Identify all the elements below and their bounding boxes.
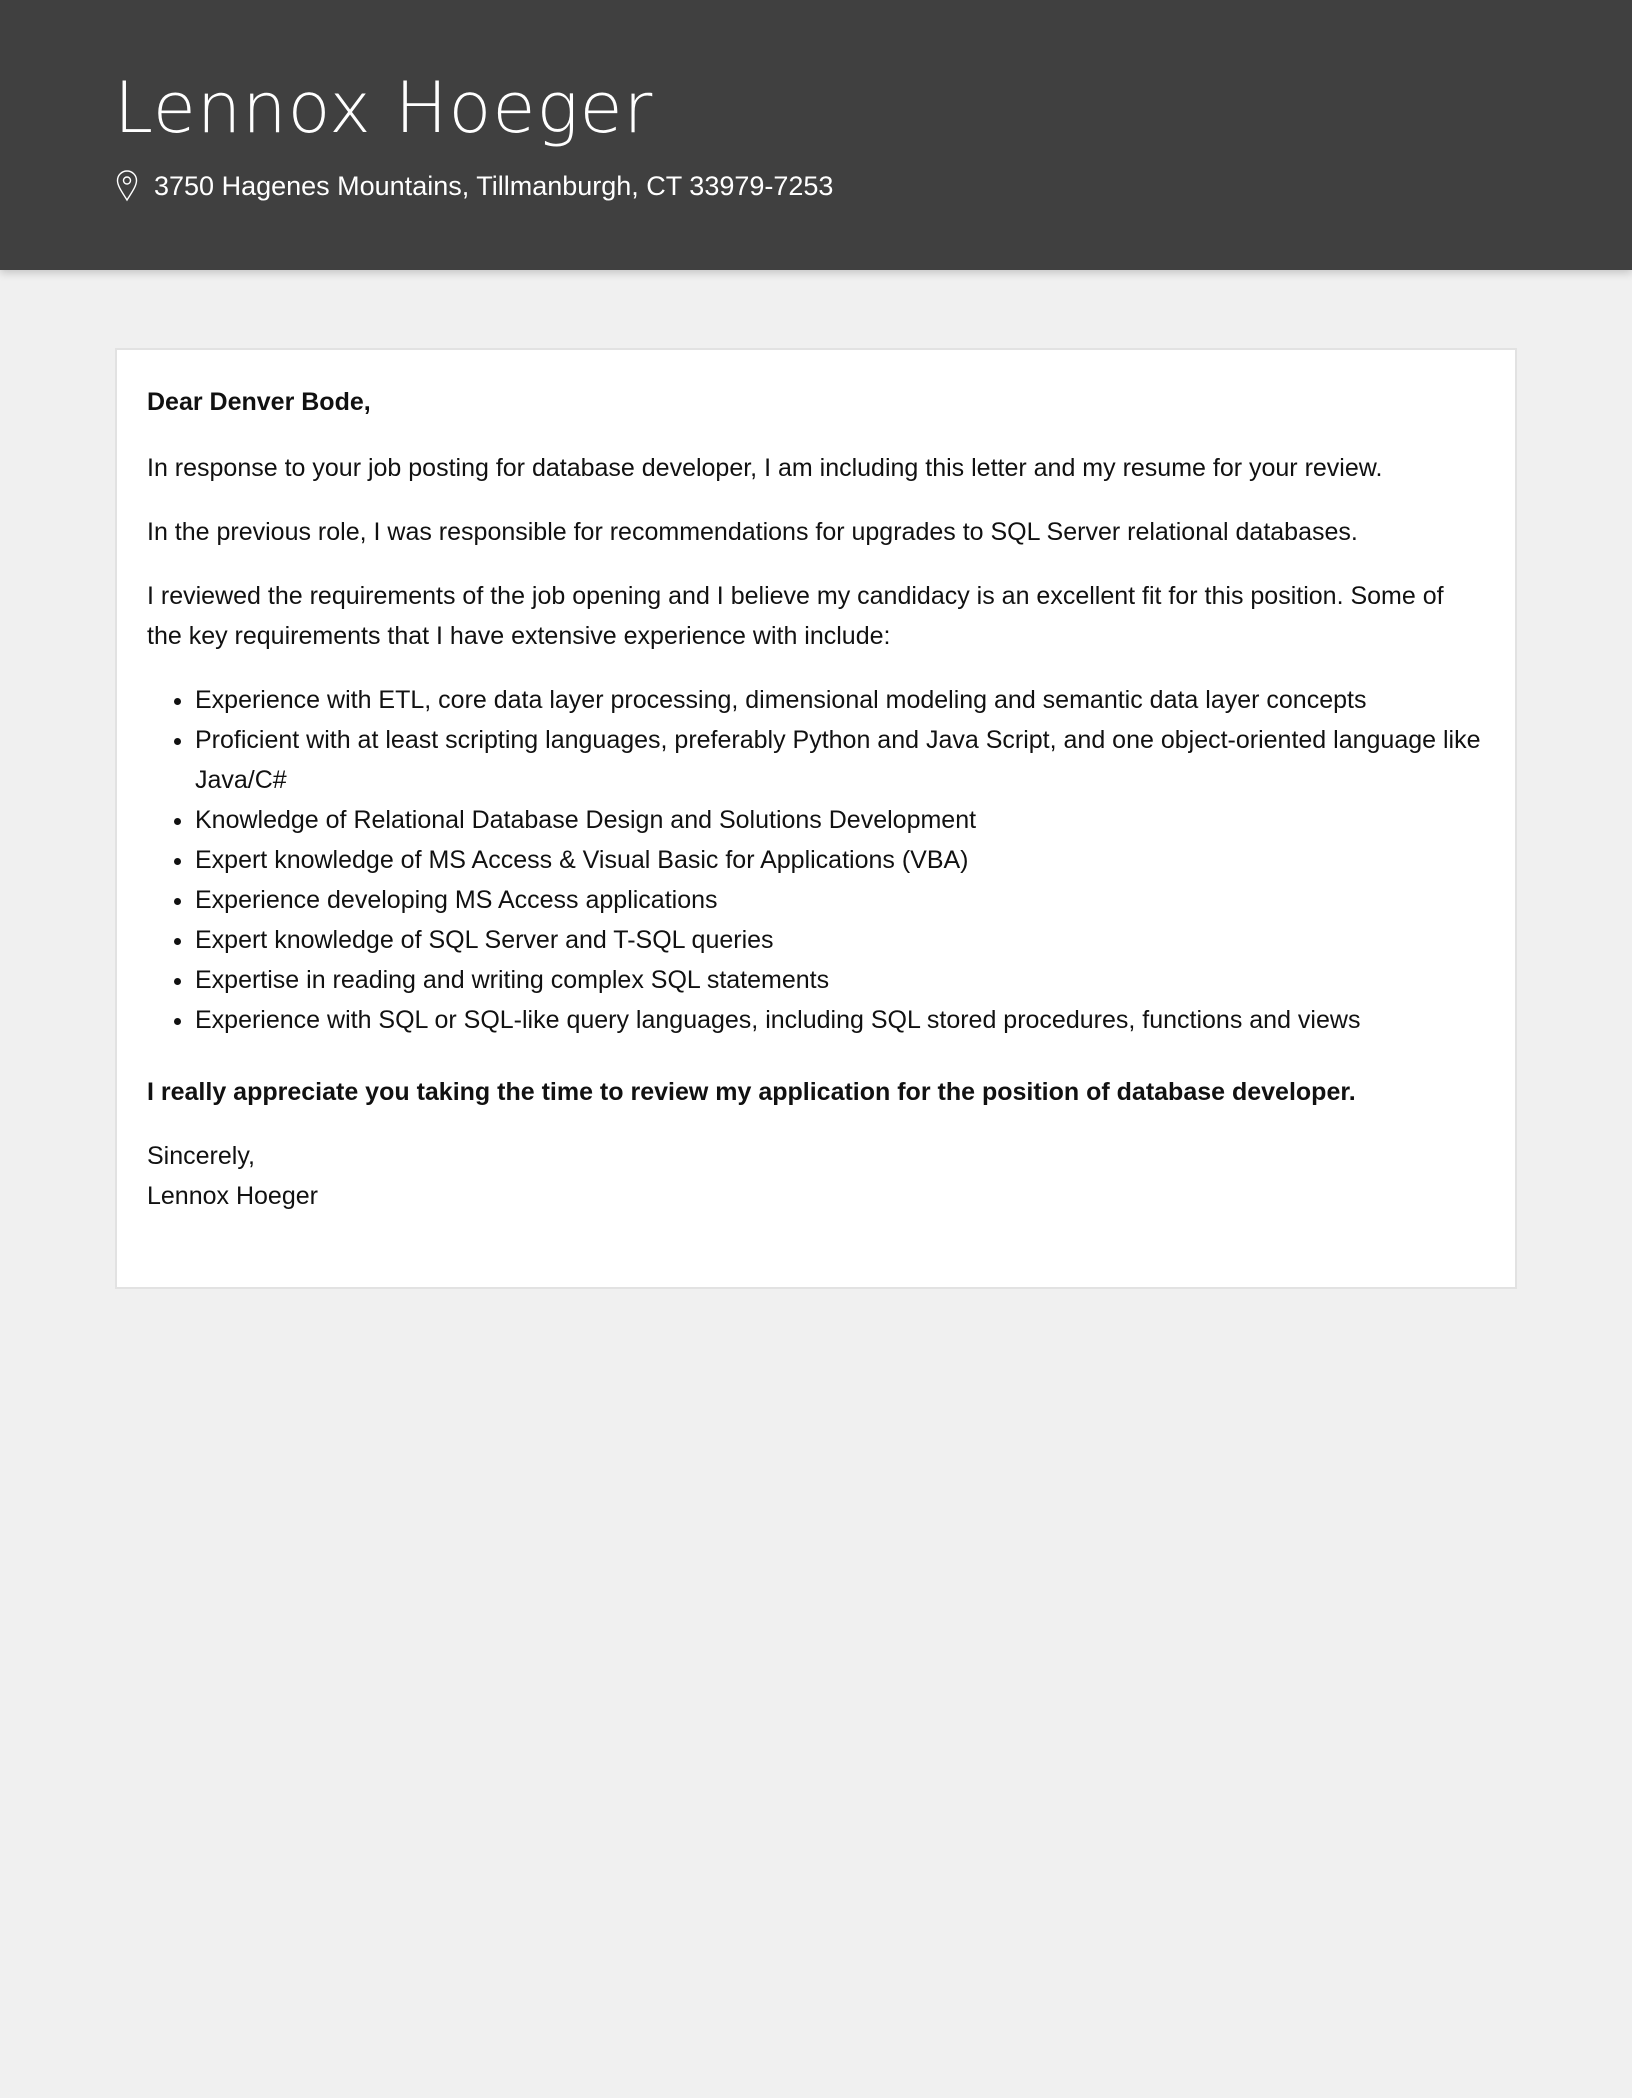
- list-item: • Experience with SQL or SQL-like query languages, including SQL stored procedures, functions and views: [195, 1000, 1485, 1040]
- list-item: • Experience with ETL, core data layer processing, dimensional modeling and semantic data layer concepts: [195, 680, 1485, 720]
- applicant-name: Lennox Hoeger: [114, 67, 654, 149]
- signature: Lennox Hoeger: [147, 1182, 318, 1210]
- intro-paragraph: In response to your job posting for database developer, I am including this letter and my resume for your review.: [147, 454, 1383, 482]
- list-item: • Experience developing MS Access applications: [195, 880, 1485, 920]
- map-pin-icon: [116, 170, 138, 202]
- list-item: • Proficient with at least scripting languages, preferably Python and Java Script, and one object-oriented language like Java/C#: [195, 720, 1485, 800]
- list-item: • Expert knowledge of MS Access & Visual Basic for Applications (VBA): [195, 840, 1485, 880]
- signoff: Sincerely,: [147, 1142, 255, 1170]
- page-header: [0, 0, 1632, 270]
- address-text: 3750 Hagenes Mountains, Tillmanburgh, CT 33979-7253: [154, 171, 834, 201]
- requirements-list: [147, 680, 1485, 1040]
- list-item: • Knowledge of Relational Database Design and Solutions Development: [195, 800, 1485, 840]
- list-item: • Expert knowledge of SQL Server and T-SQL queries: [195, 920, 1485, 960]
- requirements-paragraph: I reviewed the requirements of the job opening and I believe my candidacy is an excellent fit for this position. Some of the key requirements that I have extensive experience with include:: [147, 582, 1444, 650]
- experience-paragraph: In the previous role, I was responsible for recommendations for upgrades to SQL Server relational databases.: [147, 518, 1358, 546]
- list-item: • Expertise in reading and writing complex SQL statements: [195, 960, 1485, 1000]
- address-line: [116, 166, 833, 206]
- closing-paragraph: I really appreciate you taking the time to review my application for the position of database developer.: [147, 1078, 1356, 1106]
- salutation: Dear Denver Bode,: [147, 388, 371, 416]
- cover-letter-card: [115, 348, 1517, 1289]
